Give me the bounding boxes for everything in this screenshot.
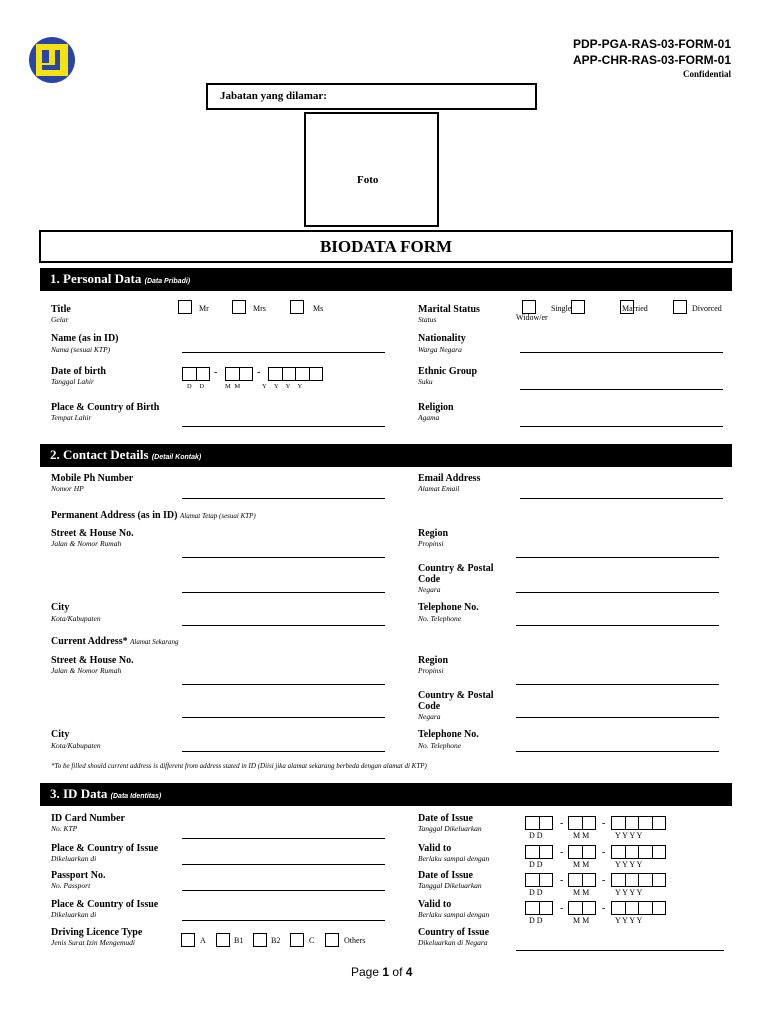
section-id-subtitle: (Data Identitas): [110, 793, 162, 800]
curr-country-label-2: Code: [418, 701, 441, 712]
page-total: 4: [405, 965, 413, 979]
page-indicator: [351, 965, 412, 979]
mobile-input[interactable]: [182, 498, 385, 499]
perm-country-sub: Negara: [418, 585, 441, 594]
idcard-sub: No. KTP: [51, 824, 78, 833]
name-sub: Nama (sesuai KTP): [51, 345, 111, 354]
curr-region-label: Region: [418, 655, 448, 666]
valid-to-2-dash-1: -: [560, 903, 564, 914]
religion-input[interactable]: [520, 426, 723, 427]
section-id-header: [40, 783, 732, 806]
dob-label: Date of birth: [51, 366, 106, 377]
title-mrs-label: Mrs: [253, 304, 266, 313]
valid-to-2-month-hint: M M: [573, 916, 590, 925]
licence-label: Driving Licence Type: [51, 927, 143, 938]
licence-sub: Jenis Surat Izin Mengemudi: [51, 938, 135, 947]
place1-label: Place & Country of Issue: [51, 843, 159, 854]
marital-label: Marital Status: [418, 304, 480, 315]
title-mrs-checkbox[interactable]: [232, 300, 246, 314]
valid-to-2-sub: Berlaku sampai dengan: [418, 910, 490, 919]
marital-married-label: Married: [622, 304, 648, 313]
curr-country-input[interactable]: [516, 717, 719, 718]
date-issue-1-year-hint: Y Y Y Y: [615, 831, 643, 840]
page-number: 1: [382, 965, 390, 979]
licence-b1-checkbox[interactable]: [216, 933, 230, 947]
ethnic-input[interactable]: [520, 389, 723, 390]
licence-a-label: A: [200, 936, 206, 945]
place2-label: Place & Country of Issue: [51, 899, 159, 910]
title-mr-checkbox[interactable]: [178, 300, 192, 314]
dob-year-hint: Y Y Y Y: [262, 383, 303, 390]
dob-sub: Tanggal Lahir: [51, 377, 94, 386]
licence-c-checkbox[interactable]: [290, 933, 304, 947]
mobile-sub: Nomor HP: [51, 484, 84, 493]
section-contact-header: [40, 444, 732, 467]
section-personal-header: [40, 268, 732, 291]
valid-to-2-month-boxes[interactable]: [568, 901, 596, 915]
perm-city-label: City: [51, 602, 70, 613]
valid-to-2-year-boxes[interactable]: [611, 901, 666, 915]
form-code-1: PDP-PGA-RAS-03-FORM-01: [572, 37, 731, 51]
confidential-label: Confidential: [682, 69, 731, 79]
company-logo: [29, 37, 75, 83]
curr-city-sub: Kota/Kabupaten: [51, 741, 101, 750]
curr-city-input[interactable]: [182, 751, 385, 752]
logo-mark-2: [42, 50, 49, 63]
dob-dash-1: -: [214, 367, 218, 378]
date-issue-1-day-hint: D D: [529, 831, 543, 840]
dob-month-hint: M M: [225, 383, 241, 390]
valid-to-1-day-boxes[interactable]: [525, 845, 553, 859]
perm-street-label: Street & House No.: [51, 528, 134, 539]
valid-to-2-label: Valid to: [418, 899, 452, 910]
perm-country-input[interactable]: [516, 592, 719, 593]
licence-b2-checkbox[interactable]: [253, 933, 267, 947]
passport-input[interactable]: [182, 890, 385, 891]
marital-widow-checkbox[interactable]: [571, 300, 585, 314]
current-address-sub: Alamat Sekarang: [130, 638, 179, 646]
ethnic-label: Ethnic Group: [418, 366, 477, 377]
email-sub: Alamat Email: [418, 484, 460, 493]
curr-country-label-1: Country & Postal: [418, 690, 494, 701]
curr-street-input-2[interactable]: [182, 717, 385, 718]
marital-divorced-checkbox[interactable]: [673, 300, 687, 314]
perm-city-sub: Kota/Kabupaten: [51, 614, 101, 623]
date-issue-1-dash-1: -: [560, 818, 564, 829]
valid-to-1-day-hint: D D: [529, 860, 543, 869]
perm-country-label-2: Code: [418, 574, 441, 585]
title-sub: Gelar: [51, 315, 69, 324]
date-issue-2-day-boxes[interactable]: [525, 873, 553, 887]
permanent-address-label: [51, 510, 256, 521]
place1-sub: Dikeluarkan di: [51, 854, 97, 863]
title-ms-checkbox[interactable]: [290, 300, 304, 314]
curr-country-sub: Negara: [418, 712, 441, 721]
date-issue-1-month-boxes[interactable]: [568, 816, 596, 830]
religion-label: Religion: [418, 402, 454, 413]
place2-sub: Dikeluarkan di: [51, 910, 97, 919]
title-mr-label: Mr: [199, 304, 209, 313]
form-code-2: APP-CHR-RAS-03-FORM-01: [572, 53, 731, 67]
licence-b1-label: B1: [234, 936, 244, 945]
title-label: Title: [51, 304, 71, 315]
perm-street-sub: Jalan & Nomor Rumah: [51, 539, 122, 548]
address-footnote: *To be filled should current address is different from address stated in ID (Diisi jika alamat sekarang berbeda dengan alamat di KTP): [51, 762, 427, 770]
perm-street-input-1[interactable]: [182, 557, 385, 558]
valid-to-1-month-boxes[interactable]: [568, 845, 596, 859]
valid-to-1-year-boxes[interactable]: [611, 845, 666, 859]
perm-phone-sub: No. Telephone: [418, 614, 462, 623]
position-applied-label: Jabatan yang dilamar:: [220, 90, 327, 102]
valid-to-1-year-hint: Y Y Y Y: [615, 860, 643, 869]
curr-region-sub: Propinsi: [418, 666, 444, 675]
name-input[interactable]: [182, 352, 385, 353]
birthplace-sub: Tempat Lahir: [51, 413, 92, 422]
marital-single-checkbox[interactable]: [522, 300, 536, 314]
mobile-label: Mobile Ph Number: [51, 473, 134, 484]
place1-input[interactable]: [182, 864, 385, 865]
idcard-label: ID Card Number: [51, 813, 125, 824]
date-issue-1-dash-2: -: [602, 818, 606, 829]
date-issue-2-month-boxes[interactable]: [568, 873, 596, 887]
curr-phone-sub: No. Telephone: [418, 741, 462, 750]
email-input[interactable]: [520, 498, 723, 499]
licence-c-label: C: [309, 936, 315, 945]
current-address-title: Current Address*: [51, 636, 128, 647]
page-word: Page: [351, 965, 380, 979]
place2-input[interactable]: [182, 920, 385, 921]
passport-label: Passport No.: [51, 870, 106, 881]
nationality-input[interactable]: [520, 352, 723, 353]
marital-widow-label: Widow/er: [516, 313, 548, 322]
dob-day-hint: D D: [187, 383, 205, 390]
valid-to-1-dash-1: -: [560, 847, 564, 858]
date-issue-1-day-boxes[interactable]: [525, 816, 553, 830]
section-contact-title: 2. Contact Details: [50, 447, 149, 462]
valid-to-2-day-hint: D D: [529, 916, 543, 925]
date-issue-1-year-boxes[interactable]: [611, 816, 666, 830]
licence-a-checkbox[interactable]: [181, 933, 195, 947]
country-issue-label: Country of Issue: [418, 927, 490, 938]
perm-region-input[interactable]: [516, 557, 719, 558]
date-issue-2-year-hint: Y Y Y Y: [615, 888, 643, 897]
idcard-input[interactable]: [182, 838, 385, 839]
email-label: Email Address: [418, 473, 481, 484]
date-issue-2-sub: Tanggal Dikeluarkan: [418, 881, 482, 890]
section-personal-title: 1. Personal Data: [50, 271, 142, 286]
dob-year-boxes[interactable]: [268, 367, 323, 381]
perm-street-input-2[interactable]: [182, 592, 385, 593]
form-title-box: [39, 230, 733, 263]
valid-to-1-sub: Berlaku sampai dengan: [418, 854, 490, 863]
of-word: of: [392, 965, 403, 979]
passport-sub: No. Passport: [51, 881, 91, 890]
date-issue-1-label: Date of Issue: [418, 813, 473, 824]
marital-divorced-label: Divorced: [692, 304, 722, 313]
birthplace-label: Place & Country of Birth: [51, 402, 160, 413]
date-issue-1-sub: Tanggal Dikeluarkan: [418, 824, 482, 833]
curr-street-label: Street & House No.: [51, 655, 134, 666]
title-ms-label: Ms: [313, 304, 324, 313]
position-applied-field[interactable]: [206, 83, 537, 110]
valid-to-2-day-boxes[interactable]: [525, 901, 553, 915]
curr-phone-label: Telephone No.: [418, 729, 479, 740]
valid-to-2-year-hint: Y Y Y Y: [615, 916, 643, 925]
curr-phone-input[interactable]: [516, 751, 719, 752]
date-issue-2-day-hint: D D: [529, 888, 543, 897]
section-contact-subtitle: (Detail Kontak): [151, 454, 202, 461]
perm-city-input[interactable]: [182, 625, 385, 626]
nationality-sub: Warga Negara: [418, 345, 462, 354]
section-id-title: 3. ID Data: [50, 786, 108, 801]
dob-day-boxes[interactable]: [182, 367, 210, 381]
date-issue-2-label: Date of Issue: [418, 870, 473, 881]
date-issue-2-dash-1: -: [560, 875, 564, 886]
valid-to-1-label: Valid to: [418, 843, 452, 854]
perm-region-sub: Propinsi: [418, 539, 444, 548]
perm-phone-input[interactable]: [516, 625, 719, 626]
licence-others-label: Others: [344, 936, 366, 945]
perm-country-label-1: Country & Postal: [418, 563, 494, 574]
curr-city-label: City: [51, 729, 70, 740]
marital-sub: Status: [418, 315, 437, 324]
curr-region-input[interactable]: [516, 684, 719, 685]
licence-b2-label: B2: [271, 936, 281, 945]
date-issue-2-month-hint: M M: [573, 888, 590, 897]
religion-sub: Agama: [418, 413, 440, 422]
form-title: BIODATA FORM: [319, 237, 453, 256]
dob-month-boxes[interactable]: [225, 367, 253, 381]
date-issue-2-dash-2: -: [602, 875, 606, 886]
licence-others-checkbox[interactable]: [325, 933, 339, 947]
valid-to-1-month-hint: M M: [573, 860, 590, 869]
marital-single-label: Single: [551, 304, 572, 313]
section-personal-subtitle: (Data Pribadi): [144, 278, 191, 285]
perm-region-label: Region: [418, 528, 448, 539]
valid-to-2-dash-2: -: [602, 903, 606, 914]
permanent-address-sub: Alamat Tetap (sesuai KTP): [179, 512, 256, 520]
perm-phone-label: Telephone No.: [418, 602, 479, 613]
valid-to-1-dash-2: -: [602, 847, 606, 858]
curr-street-input-1[interactable]: [182, 684, 385, 685]
photo-label: Foto: [357, 174, 379, 186]
ethnic-sub: Suku: [418, 377, 433, 386]
country-issue-input[interactable]: [516, 950, 724, 951]
permanent-address-title: Permanent Address (as in ID): [51, 510, 178, 521]
curr-street-sub: Jalan & Nomor Rumah: [51, 666, 122, 675]
photo-box[interactable]: [304, 112, 439, 227]
date-issue-2-year-boxes[interactable]: [611, 873, 666, 887]
dob-dash-2: -: [257, 367, 261, 378]
current-address-label: [51, 636, 179, 647]
nationality-label: Nationality: [418, 333, 466, 344]
name-label: Name (as in ID): [51, 333, 119, 344]
date-issue-1-month-hint: M M: [573, 831, 590, 840]
birthplace-input[interactable]: [182, 426, 385, 427]
country-issue-sub: Dikeluarkan di Negara: [418, 938, 488, 947]
